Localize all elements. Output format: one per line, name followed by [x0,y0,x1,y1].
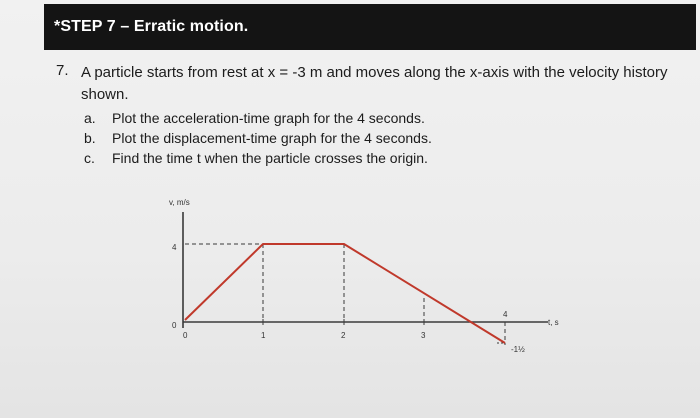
item-text: Plot the displacement-time graph for the 4 seconds. [112,130,432,146]
negative-velocity-label: -1½ [511,345,525,354]
item-text: Find the time t when the particle crosses the origin. [112,150,428,166]
x-tick-1-label: 1 [261,331,266,340]
x-tick-4-label: 4 [503,310,508,319]
x-tick-2-label: 2 [341,331,346,340]
x-tick-0-label: 0 [183,331,188,340]
item-letter: b. [84,130,96,146]
x-tick-3-label: 3 [421,331,426,340]
problem-number: 7. [56,62,69,79]
item-letter: a. [84,110,96,126]
item-text: Plot the acceleration-time graph for the 4 seconds. [112,110,425,126]
x-axis-label: t, s [548,318,559,327]
origin-label: 0 [172,321,177,330]
item-letter: c. [84,150,95,166]
step-title: *STEP 7 – Erratic motion. [54,18,249,35]
velocity-line [185,244,505,343]
problem-statement: A particle starts from rest at x = -3 m and moves along the x-axis with the velocity history shown. [81,64,668,103]
y-tick-4-label: 4 [172,243,177,252]
y-axis-label: v, m/s [169,198,190,207]
